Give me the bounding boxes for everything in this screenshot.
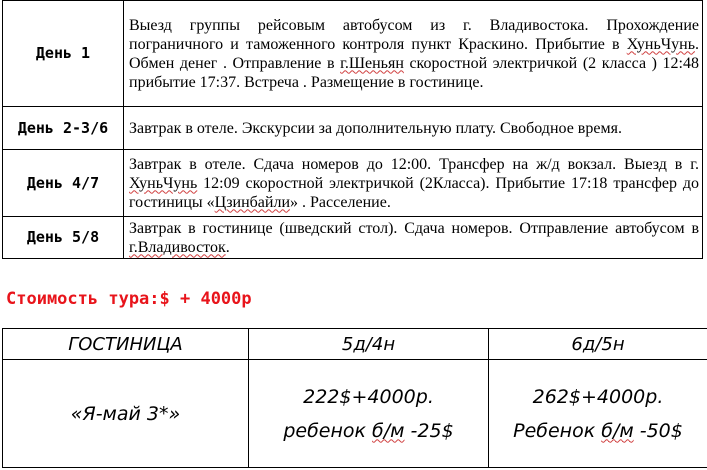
itinerary-row [3, 1, 703, 107]
child-price: Ребенок б/м -50$ [513, 419, 683, 442]
hotel-table-header [3, 329, 707, 360]
day-label: День 5/8 [3, 217, 124, 259]
itinerary-row [3, 217, 703, 259]
price-5d4n-cell [249, 360, 489, 468]
header-6d5n: 6д/5н [489, 329, 707, 360]
header-5d4n: 5д/4н [249, 329, 489, 360]
adult-price: 222$+4000р. [303, 385, 434, 408]
day-description: Завтрак в отеле. Сдача номеров до 12:00. Трансфер на ж/д вокзал. Выезд в г. ХуньЧунь 12:09 скоростной электричкой (2Класса). Прибытие 17:18 трансфер до гостиницы «Цзинбайли» . Расселение. [124, 150, 703, 217]
price-6d5n-cell [489, 360, 707, 468]
child-price: ребенок б/м -25$ [283, 419, 454, 442]
day-label: День 2-3/6 [3, 107, 124, 150]
day-label: День 1 [3, 1, 124, 107]
itinerary-row [3, 107, 703, 150]
day-description: Завтрак в гостинице (шведский стол). Сдача номеров. Отправление автобусом в г.Владивосток. [124, 217, 703, 259]
itinerary-table [2, 0, 703, 259]
tour-price-line: Стоимость тура:$ + 4000р [6, 289, 252, 309]
hotel-price-table [2, 328, 707, 468]
header-hotel: ГОСТИНИЦА [3, 329, 249, 360]
itinerary-row [3, 150, 703, 217]
hotel-table-row [3, 360, 707, 468]
adult-price: 262$+4000р. [532, 385, 664, 408]
hotel-name: «Я-май 3*» [3, 360, 249, 468]
day-description: Выезд группы рейсовым автобусом из г. Владивостока. Прохождение пограничного и таможенного контроля пункт Краскино. Прибытие в ХуньЧунь. Обмен денег . Отправление в г.Шеньян скоростной электричкой (2 класса ) 12:48 прибытие 17:37. Встреча . Размещение в гостинице. [124, 1, 703, 107]
day-label: День 4/7 [3, 150, 124, 217]
day-description: Завтрак в отеле. Экскурсии за дополнительную плату. Свободное время. [124, 107, 703, 150]
